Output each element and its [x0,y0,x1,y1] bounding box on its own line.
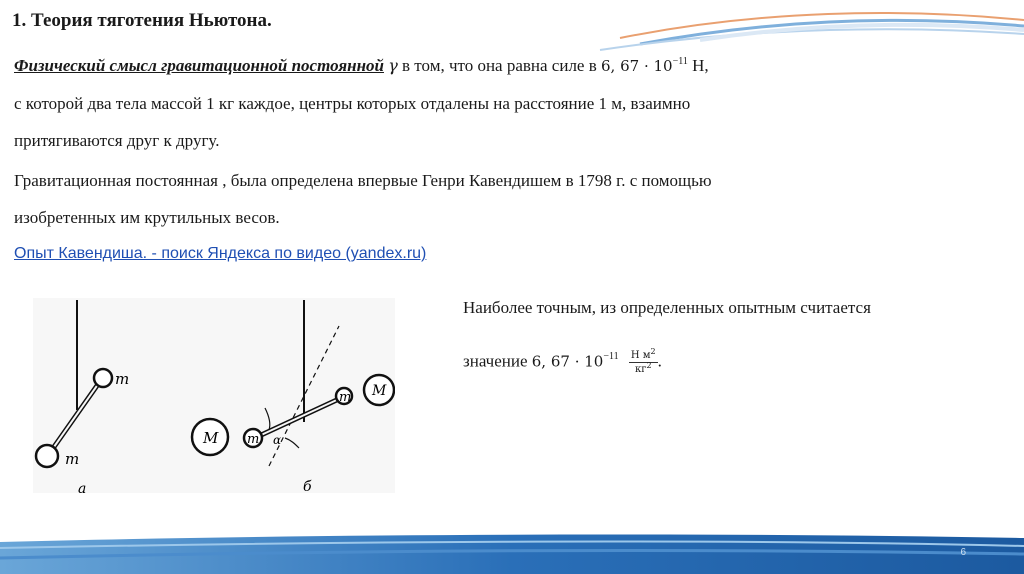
exponent: −11 [672,56,688,67]
label-a: а [78,481,87,493]
emphasis-text: Физический смысл гравитационной постоянной [14,56,384,75]
bottom-decoration [0,524,1024,574]
unit: Н, [687,56,709,75]
gamma-symbol: γ [388,56,398,75]
accurate-value: 6, 67 · 10 [531,352,604,371]
slide-title: 1. Теория тяготения Ньютона. [12,10,272,31]
label-M-left: M [203,429,219,447]
label-M-right: M [372,383,387,399]
text-line-3: притягиваются друг к другу. [14,131,220,150]
text-line-5: изобретенных им крутильных весов. [14,208,280,227]
mass-a-top [94,369,112,387]
mass-a-bottom [36,445,58,467]
text-line-2: с которой два тела массой 1 кг каждое, центры которых отдалены на расстояние 1 м, взаимно [14,94,691,113]
label-alpha: α [273,433,282,447]
page-number: 6 [960,547,966,558]
unit-fraction: $\frac{Н м^2}{кг^2}$ [630,347,656,375]
label-b: б [303,479,312,493]
text-line-1: Физический смысл гравитационной постоянной γ в том, что она равна силе в 6, $67 \cdot 10^{-11}$ Н, [14,56,709,75]
constant-value: 6, 67 · 10 [601,57,673,75]
text-line-4: Гравитационная постоянная , была определена впервые Генри Кавендишем в 1798 г. с помощью [14,171,712,190]
torsion-balance-figure [33,298,395,493]
label-m-bottom: m [65,450,80,468]
label-m-top: m [115,370,130,388]
label-m-b-left: m [247,432,260,447]
label-m-b-right: m [339,390,352,405]
right-text-line-1: Наиболее точным, из определенных опытным считается [463,298,871,317]
cavendish-video-link[interactable]: Опыт Кавендиша. - поиск Яндекса по видео (yandex.ru) [14,245,427,262]
right-text-line-2: значение 6, $67 \cdot 10^{-11}$ $\frac{Н м^2}{кг^2}$ . [463,347,662,375]
